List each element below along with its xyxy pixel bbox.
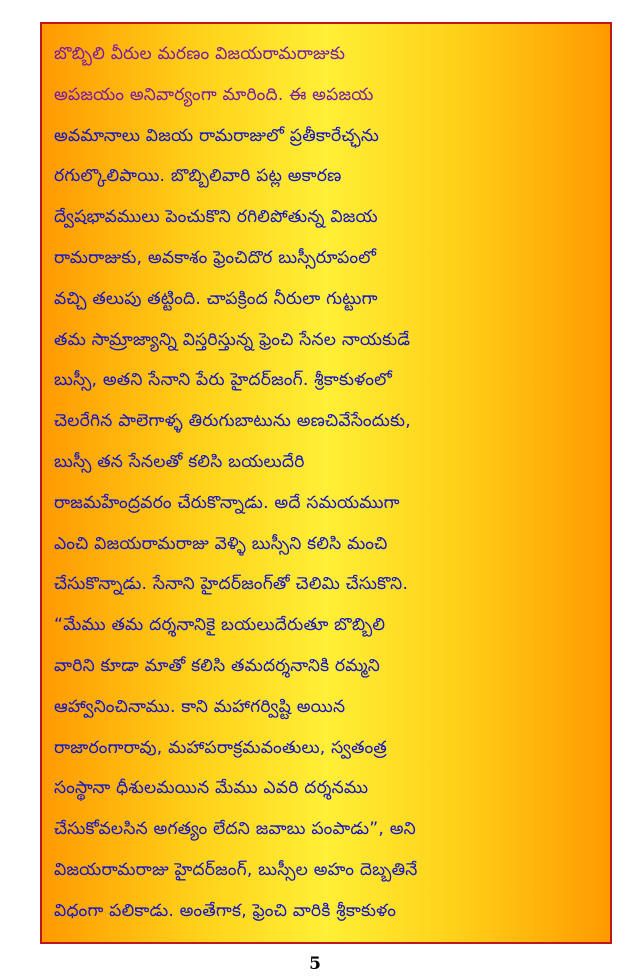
text-line: విజయరామరాజు హైదర్‌జంగ్, బుస్సీల అహం దెబ్బతినే	[54, 859, 418, 880]
text-line: చెలరేగిన పాలెగాళ్ళ తిరుగుబాటును అణచివేసేందుకు,	[54, 411, 411, 432]
text-line: బొబ్బిలి వీరుల మరణం విజయరామరాజుకు	[54, 44, 346, 64]
text-line: “మేము తమ దర్శనానికై బయలుదేరుతూ బొబ్బిలి	[54, 615, 386, 636]
text-line: రగుల్కొలిపాయి. బొబ్బిలివారి పట్ల అకారణ	[54, 166, 342, 187]
text-line: అపజయం అనివార్యంగా మారింది. ఈ అపజయ	[54, 84, 374, 105]
text-line: ఆహ్వానించినాము. కాని మహాగర్విష్టి అయిన	[54, 696, 346, 717]
text-line: తమ సామ్రాజ్యాన్ని విస్తరిస్తున్న ఫ్రెంచి సేనల నాయకుడే	[54, 329, 411, 350]
text-line: రాజారంగారావు, మహాపరాక్రమవంతులు, స్వతంత్ర	[54, 737, 387, 758]
text-line: వచ్చి తలుపు తట్టింది. చాపక్రింద నీరులా గుట్టుగా	[54, 288, 378, 309]
text-line: రామరాజుకు, అవకాశం ఫ్రెంచిదొర బుస్సీరూపంలో	[54, 247, 377, 268]
text-line: ద్వేషభావములు పెంచుకొని రగిలిపోతున్న విజయ	[54, 207, 378, 228]
page-panel	[40, 22, 612, 944]
text-line: అవమానాలు విజయ రామరాజులో ప్రతీకారేచ్ఛను	[54, 125, 380, 146]
text-line: సంస్థానా ధీశులమయిన మేము ఎవరి దర్శనము	[54, 778, 369, 799]
text-line: చేసుకోవలసిన అగత్యం లేదని జవాబు పంపాడు”, అని	[54, 819, 416, 840]
text-line: బుస్సీ, అతని సేనాని పేరు హైదర్‌జంగ్. శ్రీకాకుళంలో	[54, 370, 393, 391]
text-line: చేసుకొన్నాడు. సేనాని హైదర్‌జంగ్‌తో చెలిమి చేసుకొని.	[54, 574, 409, 595]
text-line: వారిని కూడా మాతో కలిసి తమదర్శనానికి రమ్మని	[54, 655, 381, 676]
page-number: 5	[309, 954, 321, 974]
body-text	[54, 34, 602, 944]
text-line: ఎంచి విజయరామరాజు వెళ్ళి బుస్సీని కలిసి మంచి	[54, 533, 388, 554]
text-line: బుస్సీ తన సేనలతో కలిసి బయలుదేరి	[54, 451, 305, 472]
text-line	[54, 932, 602, 944]
text-line: విధంగా పలికాడు. అంతేగాక, ఫ్రెంచి వారికి శ్రీకాకుళం	[54, 900, 397, 921]
text-line: రాజమహేంద్రవరం చేరుకొన్నాడు. అదే సమయముగా	[54, 492, 400, 513]
